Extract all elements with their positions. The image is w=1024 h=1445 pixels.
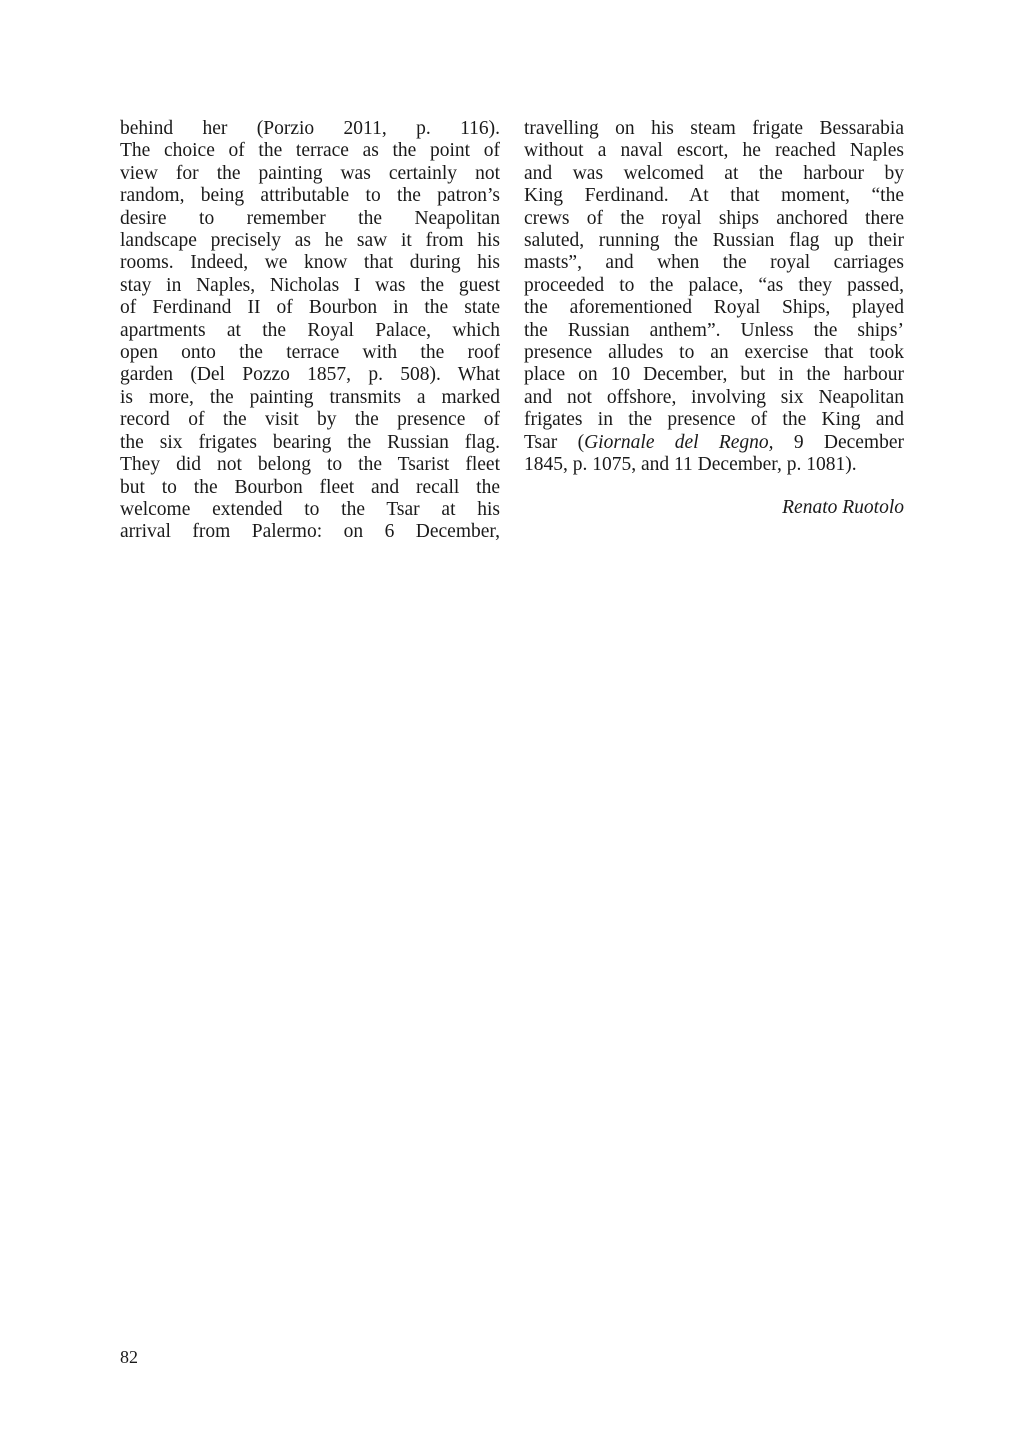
text-line: saluted, running the Russian flag up their <box>524 230 904 252</box>
citation-suffix: 9 December <box>773 431 904 453</box>
text-line: behind her (Porzio 2011, p. 116). <box>120 118 500 139</box>
text-line-citation <box>524 432 904 454</box>
text-line: crews of the royal ships anchored there <box>524 207 904 229</box>
text-line: and was welcomed at the harbour by <box>524 162 904 184</box>
text-line: the Russian anthem”. Unless the ships’ <box>524 319 904 341</box>
text-line: The choice of the terrace as the point of <box>120 140 500 162</box>
text-line: is more, the painting transmits a marked <box>120 386 500 408</box>
text-line: landscape precisely as he saw it from his <box>120 230 500 252</box>
text-line: 1845, p. 1075, and 11 December, p. 1081). <box>524 454 857 476</box>
left-column <box>120 118 500 544</box>
text-line: masts”, and when the royal carriages <box>524 252 904 274</box>
text-line: but to the Bourbon fleet and recall the <box>120 476 500 498</box>
text-line: apartments at the Royal Palace, which <box>120 319 500 341</box>
text-line: without a naval escort, he reached Naples <box>524 140 904 162</box>
text-line: King Ferdinand. At that moment, “the <box>524 185 904 207</box>
text-line: desire to remember the Neapolitan <box>120 207 500 229</box>
text-line: place on 10 December, but in the harbour <box>524 364 904 386</box>
text-line: record of the visit by the presence of <box>120 409 500 431</box>
right-column <box>524 118 904 477</box>
text-line: of Ferdinand II of Bourbon in the state <box>120 297 500 319</box>
text-line: the six frigates bearing the Russian flag. <box>120 431 500 453</box>
text-line: presence alludes to an exercise that took <box>524 342 904 364</box>
text-line: the aforementioned Royal Ships, played <box>524 297 904 319</box>
text-line: proceeded to the palace, “as they passed, <box>524 274 904 296</box>
text-line: travelling on his steam frigate Bessarabia <box>524 118 904 139</box>
author-signature: Renato Ruotolo <box>782 497 904 518</box>
text-line: and not offshore, involving six Neapolitan <box>524 386 904 408</box>
text-line: rooms. Indeed, we know that during his <box>120 252 500 274</box>
text-line: stay in Naples, Nicholas I was the guest <box>120 274 500 296</box>
text-line: arrival from Palermo: on 6 December, <box>120 521 500 543</box>
page-number: 82 <box>120 1347 138 1367</box>
citation-title: Giornale del Regno, <box>584 431 774 453</box>
citation-prefix: Tsar ( <box>524 431 585 453</box>
text-line: welcome extended to the Tsar at his <box>120 498 500 520</box>
text-line: random, being attributable to the patron’s <box>120 185 500 207</box>
text-line: frigates in the presence of the King and <box>524 409 904 431</box>
text-line: open onto the terrace with the roof <box>120 342 500 364</box>
text-line: They did not belong to the Tsarist fleet <box>120 454 500 476</box>
text-line: view for the painting was certainly not <box>120 162 500 184</box>
text-line: garden (Del Pozzo 1857, p. 508). What <box>120 364 500 386</box>
